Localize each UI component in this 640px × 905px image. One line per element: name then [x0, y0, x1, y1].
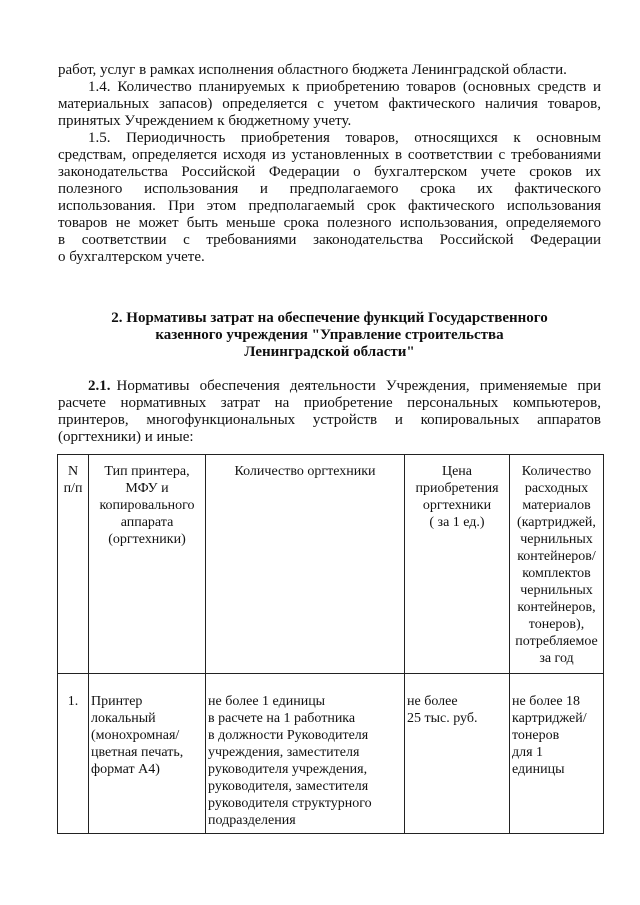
cell-text-line: (монохромная/ [91, 728, 180, 743]
paragraph-1-4-line: 1.4. Количество планируемых к приобретению товаров (основных средств и [88, 79, 601, 95]
cell-text-line: тонеров), [528, 617, 585, 632]
paragraph-1-5-line: 1.5. Периодичность приобретения товаров, относящихся к основным [88, 130, 601, 146]
cell-text-line: (картриджей, [517, 515, 596, 530]
paragraph-1-5-line: полезного использования и предполагаемого срока их фактического [58, 181, 601, 197]
cell-text-line: расходных [524, 481, 589, 496]
paragraph-1-5-line: товаров не может быть меньше срока полезного использования, определяемого [58, 215, 601, 231]
cell-text-line: не более 18 [512, 694, 581, 709]
paragraph-1-4-line: материальных запасов) определяется с учетом фактического наличия товаров, [58, 96, 601, 112]
cell-quantity [206, 674, 405, 834]
table-header-row [58, 455, 604, 674]
cell-text-line: картриджей/ [512, 711, 587, 726]
cell-text-line: единицы [512, 762, 565, 777]
cell-text-line: формат А4) [91, 762, 160, 777]
paragraph-text-line: работ, услуг в рамках исполнения областного бюджета Ленинградской области. [58, 62, 567, 78]
cell-text-line: п/п [63, 481, 83, 496]
cell-text-line: руководителя учреждения, [208, 762, 368, 777]
paragraph-1-5-line: средствам, определяется исходя из установленных в соответствии с требованиями [58, 147, 601, 163]
cell-text-line: руководителя, заместителя [208, 779, 369, 794]
cell-printer-type [89, 674, 206, 834]
cell-consumables [510, 674, 604, 834]
cell-text-line: руководителя структурного [208, 796, 372, 811]
cell-text-line: Количество оргтехники [234, 464, 376, 479]
cell-number [58, 674, 89, 834]
header-cell-quantity [206, 455, 405, 674]
header-cell-price [405, 455, 510, 674]
cell-text-line: копировального [99, 498, 195, 513]
cell-text-line: Цена [441, 464, 473, 479]
cell-text-line: 1. [67, 694, 79, 709]
cell-text-line: за год [539, 651, 574, 666]
section-heading-line: Ленинградской области" [244, 344, 415, 360]
paragraph-1-5-line: в соответствии с требованиями законодательства Российской Федерации [58, 232, 601, 248]
cell-text-line: учреждения, заместителя [208, 745, 360, 760]
paragraph-2-1-line: (оргтехники) и иные: [58, 429, 194, 445]
cell-text-line: в должности Руководителя [208, 728, 369, 743]
section-heading-line: 2. Нормативы затрат на обеспечение функций Государственного [111, 310, 548, 326]
paragraph-2-1-line: принтеров, многофункциональных устройств и копировальных аппаратов [58, 412, 601, 428]
cell-text-line: контейнеров/ [517, 549, 596, 564]
header-cell-printer-type [89, 455, 206, 674]
paragraph-1-5-line: о бухгалтерском учете. [58, 249, 205, 265]
cell-text-line: Количество [521, 464, 592, 479]
cell-text-line: МФУ и [125, 481, 169, 496]
cell-text-line: потребляемое [515, 634, 598, 649]
cell-text-line: Тип принтера, [104, 464, 190, 479]
paragraph-2-1-line: расчете нормативных затрат на приобретение персональных компьютеров, [58, 395, 601, 411]
cell-text-line: (оргтехники) [108, 532, 186, 547]
cell-text-line: локальный [91, 711, 156, 726]
cell-text-line: не более [407, 694, 458, 709]
cell-text-line: тонеров [512, 728, 560, 743]
cell-text-line: для 1 [512, 745, 544, 760]
paragraph-1-5-line: использования. При этом предполагаемый срок фактического использования [58, 198, 601, 214]
cell-text-line: приобретения [415, 481, 499, 496]
cell-text-line: Принтер [91, 694, 143, 709]
cell-text-line: подразделения [208, 813, 296, 828]
paragraph-1-4-line: принятых Учреждением к бюджетному учету. [58, 113, 352, 129]
paragraph-number: 2.1. [88, 378, 111, 394]
cell-text-line: аппарата [120, 515, 174, 530]
cell-price [405, 674, 510, 834]
cell-text-line: цветная печать, [91, 745, 184, 760]
cell-text-line: комплектов [522, 566, 591, 581]
cell-text-line: контейнеров, [517, 600, 596, 615]
paragraph-1-5-line: законодательства Российской Федерации о бухгалтерском учете сроков их [58, 164, 601, 180]
cell-text-line: материалов [522, 498, 591, 513]
table-row [58, 674, 604, 834]
paragraph-2-1-line [88, 378, 601, 395]
norms-table [57, 454, 604, 834]
header-cell-consumables [510, 455, 604, 674]
paragraph-2-1-text: Нормативы обеспечения деятельности Учреждения, применяемые при [116, 378, 601, 394]
cell-text-line: не более 1 единицы [208, 694, 326, 709]
cell-text-line: N [67, 464, 79, 479]
cell-text-line: ( за 1 ед.) [429, 515, 485, 530]
cell-text-line: в расчете на 1 работника [208, 711, 356, 726]
cell-text-line: 25 тыс. руб. [407, 711, 478, 726]
section-heading-line: казенного учреждения "Управление строительства [155, 327, 504, 343]
cell-text-line: чернильных [520, 532, 593, 547]
header-cell-number [58, 455, 89, 674]
cell-text-line: оргтехники [422, 498, 492, 513]
cell-text-line: чернильных [520, 583, 593, 598]
